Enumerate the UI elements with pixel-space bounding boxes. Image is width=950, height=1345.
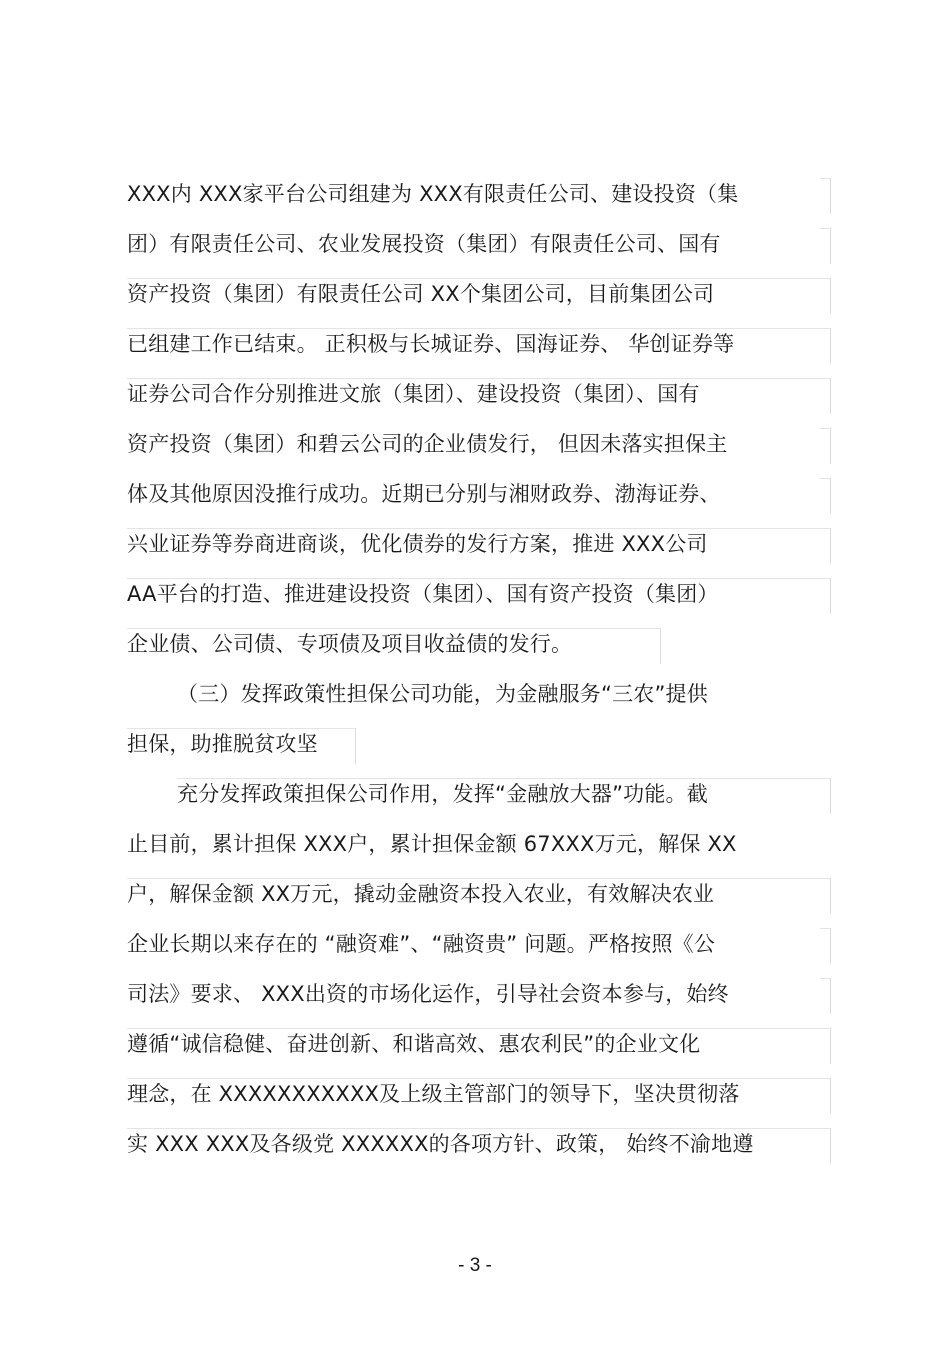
text-line: 已组建工作已结束。 正积极与长城证券、国海证券、 华创证券等	[127, 332, 735, 356]
rule-6	[820, 428, 831, 464]
text-line: XXX内 XXX家平台公司组建为 XXX有限责任公司、建设投资（集	[127, 182, 739, 206]
text-line: 体及其他原因没推行成功。近期已分别与湘财政券、渤海证券、	[127, 482, 721, 506]
text-line: 团）有限责任公司、农业发展投资（集团）有限责任公司、国有	[127, 232, 721, 256]
text-line: 资产投资（集团）有限责任公司 XX个集团公司，目前集团公司	[127, 282, 715, 306]
text-line: 兴业证券等券商进商谈，优化债券的发行方案，推进 XXX公司	[127, 532, 708, 556]
page-number: - 3 -	[458, 1255, 492, 1276]
section-heading-line: （三）发挥政策性担保公司功能，为金融服务“三农”提供	[177, 682, 708, 706]
text-line: 证券公司合作分别推进文旅（集团）、建设投资（集团）、国有	[127, 382, 700, 406]
rule-1	[820, 178, 831, 214]
text-line: 资产投资（集团）和碧云公司的企业债发行， 但因未落实担保主	[127, 432, 728, 456]
text-line: 止目前，累计担保 XXX户，累计担保金额 67XXX万元，解保 XX	[127, 832, 737, 856]
text-line: 遵循“诚信稳健、奋进创新、和谐高效、惠农利民”的企业文化	[127, 1032, 701, 1056]
section-heading-line: 担保，助推脱贫攻坚	[127, 732, 318, 756]
text-line: AA平台的打造、推进建设投资（集团）、国有资产投资（集团）	[127, 582, 719, 606]
text-line: 司法》要求、 XXX出资的市场化运作，引导社会资本参与，始终	[127, 982, 729, 1006]
rule-14	[820, 928, 831, 964]
text-line: 企业长期以来存在的 “融资难”、“融资贵” 问题。严格按照《公	[127, 932, 716, 956]
text-line: 充分发挥政策担保公司作用，发挥“金融放大器”功能。截	[177, 782, 708, 806]
rule-15	[820, 978, 831, 1014]
text-line: 企业债、公司债、专项债及项目收益债的发行。	[127, 632, 573, 656]
text-line: 户，解保金额 XX万元，撬动金融资本投入农业，有效解决农业	[127, 882, 715, 906]
text-line: 理念，在 XXXXXXXXXXX及上级主管部门的领导下，坚决贯彻落	[127, 1082, 740, 1106]
rule-7	[820, 478, 831, 514]
text-line: 实 XXX XXX及各级党 XXXXXX的各项方针、政策， 始终不渝地遵	[127, 1132, 754, 1156]
rule-2	[820, 228, 831, 264]
